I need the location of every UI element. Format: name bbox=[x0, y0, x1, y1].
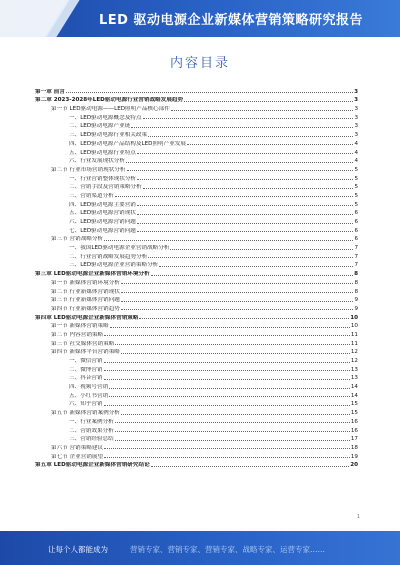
toc-entry[interactable] bbox=[35, 86, 358, 95]
toc-entry-label: 一、行业案例分析 bbox=[69, 418, 114, 425]
toc-entry-page: 6 bbox=[354, 236, 358, 243]
toc-entry-label: 第三节 营销战略分析 bbox=[51, 236, 104, 243]
toc-dot-leader bbox=[131, 126, 353, 128]
toc-dot-leader bbox=[127, 169, 354, 171]
report-header-banner bbox=[0, 0, 400, 37]
toc-entry[interactable] bbox=[35, 173, 358, 182]
toc-entry-page: 7 bbox=[354, 253, 358, 260]
toc-entry-label: 四、视频号营销 bbox=[69, 384, 109, 391]
toc-entry-label: 第三节 行业新媒体营销问题 bbox=[51, 297, 120, 304]
toc-entry[interactable] bbox=[35, 295, 358, 304]
toc-entry[interactable] bbox=[35, 234, 358, 243]
toc-entry-label: 第二节 行业市场营销现状分析 bbox=[51, 166, 126, 173]
toc-entry[interactable] bbox=[35, 364, 358, 373]
toc-entry[interactable] bbox=[35, 103, 358, 112]
toc-entry-label: 第二节 行业新媒体营销现状 bbox=[51, 288, 120, 295]
toc-entry-page: 18 bbox=[350, 444, 358, 451]
toc-entry-label: 第四节 新媒体平台营销策略 bbox=[51, 349, 120, 356]
toc-entry-page: 10 bbox=[350, 323, 358, 330]
toc-dot-leader bbox=[109, 387, 350, 389]
toc-entry-label: 第二章 2023-2028年LED驱动电源行业营销战略发展趋势 bbox=[35, 97, 184, 104]
toc-entry-page: 12 bbox=[350, 349, 358, 356]
toc-entry-label: 三、抖音营销 bbox=[69, 375, 103, 382]
toc-dot-leader bbox=[139, 317, 349, 319]
toc-dot-leader bbox=[137, 178, 353, 180]
toc-entry[interactable] bbox=[35, 251, 358, 260]
toc-entry[interactable] bbox=[35, 312, 358, 321]
toc-entry-label: 第二节 内容营销策略 bbox=[51, 331, 104, 338]
toc-entry[interactable] bbox=[35, 216, 358, 225]
toc-entry-label: 第一节 LED驱动电源——LED照明产品核心部件 bbox=[51, 106, 170, 113]
toc-entry-page: 15 bbox=[350, 410, 358, 417]
toc-dot-leader bbox=[104, 239, 353, 241]
toc-entry-page: 3 bbox=[354, 88, 358, 95]
toc-entry-label: 六、行业发展现状分析 bbox=[69, 158, 125, 165]
toc-entry-page: 7 bbox=[354, 262, 358, 269]
toc-dot-leader bbox=[115, 421, 350, 423]
toc-dot-leader bbox=[121, 352, 350, 354]
toc-dot-leader bbox=[121, 413, 350, 415]
toc-heading: 内容目录 bbox=[169, 56, 230, 71]
toc-entry-label: 四、LED驱动电源产品结构及LED照明产业发展 bbox=[69, 140, 187, 147]
toc-entry-label: 第五节 新媒体营销案例分析 bbox=[51, 410, 120, 417]
toc-entry-page: 6 bbox=[354, 210, 358, 217]
toc-entry-page: 14 bbox=[350, 392, 358, 399]
toc-entry-page: 5 bbox=[354, 184, 358, 191]
toc-entry[interactable] bbox=[35, 338, 358, 347]
toc-dot-leader bbox=[137, 222, 354, 224]
toc-dot-leader bbox=[110, 326, 350, 328]
toc-entry-page: 4 bbox=[354, 158, 358, 165]
toc-entry-label: 一、我国LED驱动电源企业营销战略分析 bbox=[69, 245, 170, 252]
toc-dot-leader bbox=[104, 404, 350, 406]
toc-dot-leader bbox=[151, 465, 350, 467]
footer-slogan: 让每个人都能成为 bbox=[48, 545, 108, 554]
toc-entry-label: 三、营销经验总结 bbox=[69, 436, 114, 443]
toc-entry-page: 10 bbox=[350, 314, 358, 321]
toc-entry[interactable] bbox=[35, 182, 358, 191]
toc-entry-page: 5 bbox=[354, 166, 358, 173]
toc-entry-page: 3 bbox=[354, 97, 358, 104]
toc-entry-label: 三、营销渠道分析 bbox=[69, 192, 114, 199]
toc-entry[interactable] bbox=[35, 121, 358, 130]
toc-dot-leader bbox=[104, 447, 350, 449]
toc-dot-leader bbox=[104, 369, 350, 371]
toc-entry-label: 第一节 新媒体营销策略 bbox=[51, 323, 109, 330]
toc-entry-page: 3 bbox=[354, 132, 358, 139]
toc-entry-label: 二、行业营销战略发展趋势分析 bbox=[69, 253, 148, 260]
toc-entry-label: 二、营销效果分析 bbox=[69, 427, 114, 434]
toc-entry-label: 第一章 前言 bbox=[35, 88, 65, 95]
toc-entry-page: 11 bbox=[350, 340, 358, 347]
toc-entry-label: 第四节 行业新媒体营销趋势 bbox=[51, 305, 120, 312]
toc-entry[interactable] bbox=[35, 225, 358, 234]
toc-entry-label: 四、LED驱动电源主要营销 bbox=[69, 201, 136, 208]
toc-entry-page: 17 bbox=[350, 436, 358, 443]
toc-dot-leader bbox=[109, 395, 350, 397]
toc-dot-leader bbox=[170, 248, 353, 250]
report-footer-banner bbox=[0, 531, 400, 565]
toc-entry-page: 12 bbox=[350, 358, 358, 364]
toc-entry-page: 3 bbox=[354, 114, 358, 121]
toc-entry[interactable] bbox=[35, 407, 358, 416]
toc-entry[interactable] bbox=[35, 242, 358, 251]
toc-entry-label: 第七节 企业营销展望 bbox=[51, 453, 104, 460]
toc-entry[interactable] bbox=[35, 355, 358, 364]
toc-dot-leader bbox=[148, 256, 353, 258]
toc-entry-page: 8 bbox=[354, 279, 358, 286]
toc-entry-page: 16 bbox=[350, 418, 358, 425]
toc-entry-page: 7 bbox=[354, 245, 358, 252]
toc-entry-label: 二、营销手段及营销策略分析 bbox=[69, 184, 142, 191]
toc-entry-page: 8 bbox=[354, 288, 358, 295]
toc-entry-label: 第一节 新媒体营销环境分析 bbox=[51, 279, 120, 286]
toc-dot-leader bbox=[121, 300, 354, 302]
toc-dot-leader bbox=[143, 187, 354, 189]
toc-entry-label: 五、LED驱动电源营销现状 bbox=[69, 210, 136, 217]
toc-entry[interactable] bbox=[35, 129, 358, 138]
toc-entry-label: 三、LED驱动电源企业营销策略分析 bbox=[69, 262, 159, 269]
toc-entry-page: 6 bbox=[354, 227, 358, 234]
toc-entry-page: 3 bbox=[354, 106, 358, 113]
toc-entry[interactable] bbox=[35, 390, 358, 399]
toc-entry-page: 9 bbox=[354, 297, 358, 304]
toc-entry[interactable] bbox=[35, 347, 358, 356]
toc-entry-label: 七、LED驱动电源营销问题 bbox=[69, 227, 136, 234]
footer-tags: 营销专家、营销专家、营销专家、战略专家、运营专家…… bbox=[130, 545, 325, 554]
toc-entry[interactable] bbox=[35, 208, 358, 217]
toc-dot-leader bbox=[104, 456, 350, 458]
toc-dot-leader bbox=[121, 308, 354, 310]
toc-entry[interactable] bbox=[35, 321, 358, 330]
toc-dot-leader bbox=[137, 152, 354, 154]
table-of-contents bbox=[35, 86, 358, 468]
toc-entry[interactable] bbox=[35, 460, 358, 469]
toc-entry[interactable] bbox=[35, 329, 358, 338]
toc-entry[interactable] bbox=[35, 442, 358, 451]
toc-entry-label: 五、LED驱动电源行业特点 bbox=[69, 149, 136, 156]
toc-entry[interactable] bbox=[35, 399, 358, 408]
toc-dot-leader bbox=[104, 378, 350, 380]
toc-entry-page: 9 bbox=[354, 305, 358, 312]
toc-entry[interactable] bbox=[35, 156, 358, 165]
toc-entry[interactable] bbox=[35, 416, 358, 425]
toc-entry-label: 第六节 营销策略建议 bbox=[51, 444, 104, 451]
toc-entry[interactable] bbox=[35, 373, 358, 382]
toc-dot-leader bbox=[137, 230, 354, 232]
toc-entry[interactable] bbox=[35, 303, 358, 312]
toc-dot-leader bbox=[115, 195, 354, 197]
toc-entry[interactable] bbox=[35, 147, 358, 156]
toc-dot-leader bbox=[121, 282, 354, 284]
toc-entry[interactable] bbox=[35, 138, 358, 147]
toc-entry-page: 5 bbox=[354, 201, 358, 208]
toc-dot-leader bbox=[104, 361, 350, 363]
toc-dot-leader bbox=[137, 213, 354, 215]
toc-entry-page: 5 bbox=[354, 175, 358, 182]
toc-entry-page: 5 bbox=[354, 192, 358, 199]
toc-dot-leader bbox=[151, 274, 353, 276]
toc-entry[interactable] bbox=[35, 112, 358, 121]
toc-entry[interactable] bbox=[35, 286, 358, 295]
toc-entry[interactable] bbox=[35, 268, 358, 277]
toc-entry-page: 13 bbox=[350, 366, 358, 373]
toc-dot-leader bbox=[184, 100, 353, 102]
toc-entry[interactable] bbox=[35, 434, 358, 443]
toc-dot-leader bbox=[104, 334, 350, 336]
toc-entry-page: 16 bbox=[350, 427, 358, 434]
toc-entry-page: 3 bbox=[354, 123, 358, 130]
toc-entry-label: 一、行业营销整体现状分析 bbox=[69, 175, 137, 182]
toc-entry[interactable] bbox=[35, 260, 358, 269]
report-title: LED 驱动电源企业新媒体营销策略研究报告 bbox=[99, 13, 363, 28]
toc-dot-leader bbox=[115, 343, 350, 345]
toc-entry-page: 11 bbox=[350, 331, 358, 338]
page-number: 1 bbox=[356, 514, 360, 520]
toc-entry-page: 20 bbox=[350, 462, 358, 469]
toc-entry-page: 13 bbox=[350, 375, 358, 382]
toc-entry-page: 4 bbox=[354, 140, 358, 147]
toc-entry[interactable] bbox=[35, 199, 358, 208]
toc-dot-leader bbox=[137, 204, 354, 206]
toc-entry-label: 第五章 LED驱动电源企业新媒体营销研究结论 bbox=[35, 462, 150, 469]
toc-entry-page: 6 bbox=[354, 219, 358, 225]
toc-entry[interactable] bbox=[35, 425, 358, 434]
toc-dot-leader bbox=[126, 161, 353, 163]
toc-entry[interactable] bbox=[35, 164, 358, 173]
toc-entry[interactable] bbox=[35, 277, 358, 286]
toc-dot-leader bbox=[121, 291, 354, 293]
toc-dot-leader bbox=[115, 430, 350, 432]
toc-entry-page: 8 bbox=[354, 271, 358, 278]
toc-entry-label: 第三章 LED驱动电源企业新媒体营销环境分析 bbox=[35, 271, 150, 278]
toc-entry-label: 六、知乎营销 bbox=[69, 401, 103, 408]
toc-dot-leader bbox=[159, 265, 353, 267]
toc-entry-label: 二、LED驱动电源产业链 bbox=[69, 123, 131, 130]
toc-entry-label: 二、微博营销 bbox=[69, 366, 103, 373]
toc-entry-label: 三、LED驱动电源行业相关政策 bbox=[69, 132, 148, 139]
toc-entry[interactable] bbox=[35, 95, 358, 104]
toc-dot-leader bbox=[148, 135, 353, 137]
toc-entry-label: 六、LED驱动电源营销问题 bbox=[69, 219, 136, 225]
toc-entry-label: 一、微信营销 bbox=[69, 358, 103, 364]
toc-entry[interactable] bbox=[35, 381, 358, 390]
toc-entry-label: 第三节 社交媒体营销策略 bbox=[51, 340, 115, 347]
toc-dot-leader bbox=[143, 117, 354, 119]
toc-dot-leader bbox=[171, 109, 354, 111]
toc-entry[interactable] bbox=[35, 451, 358, 460]
toc-entry-page: 14 bbox=[350, 384, 358, 391]
toc-entry[interactable] bbox=[35, 190, 358, 199]
toc-entry-page: 19 bbox=[350, 453, 358, 460]
toc-dot-leader bbox=[187, 143, 353, 145]
toc-entry-label: 一、LED驱动电源概念及特点 bbox=[69, 114, 142, 121]
toc-entry-page: 4 bbox=[354, 149, 358, 156]
toc-dot-leader bbox=[115, 439, 350, 441]
toc-entry-label: 第四章 LED驱动电源企业新媒体营销策略 bbox=[35, 314, 139, 321]
toc-dot-leader bbox=[66, 91, 353, 93]
toc-entry-label: 五、小红书营销 bbox=[69, 392, 109, 399]
toc-entry-page: 15 bbox=[350, 401, 358, 408]
